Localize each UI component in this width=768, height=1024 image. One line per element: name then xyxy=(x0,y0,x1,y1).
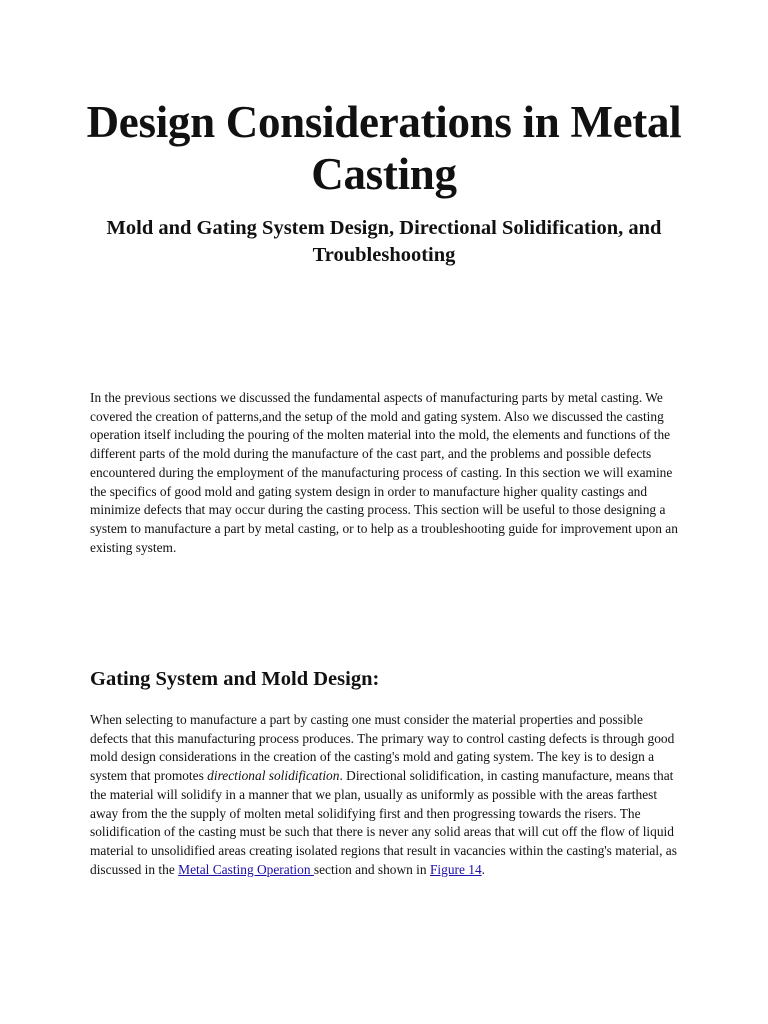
paragraph-text-part-4: . xyxy=(481,861,486,877)
metal-casting-operation-link[interactable]: Metal Casting Operation xyxy=(178,861,314,877)
paragraph-text-part-3: section and shown in xyxy=(313,861,430,877)
section-heading-gating-system: Gating System and Mold Design: xyxy=(90,668,380,690)
figure-14-link[interactable]: Figure 14 xyxy=(429,861,482,877)
paragraph-text-part-1: When selecting to manufacture a part by casting one must consider the material properties and possible defects that this manufacturing process produces. The primary way to control casting defects is through good mold design considerations in the creation of the casting's mold and gating system. The key is to design a system that promotes xyxy=(90,712,675,784)
page-title: Design Considerations in Metal Casting xyxy=(86,97,682,199)
intro-paragraph: In the previous sections we discussed the fundamental aspects of manufacturing parts by metal casting. We covered the creation of patterns,and the setup of the mold and gating system. Also we discussed the casting operation itself including the pouring of the molten material into the mold, the elements and functions of the different parts of the mold during the manufacture of the cast part, and the problems and possible defects encountered during the employment of the manufacturing process of casting. In this section we will examine the specifics of good mold and gating system design in order to manufacture higher quality castings and minimize defects that may occur during the casting process. This section will be useful to those designing a system to manufacture a part by metal casting, or to help as a troubleshooting guide for improvement upon an existing system. xyxy=(90,390,678,555)
page-subtitle: Mold and Gating System Design, Directional Solidification, and Troubleshooting xyxy=(106,217,662,266)
paragraph-text-part-2: . Directional solidification, in casting manufacture, means that the material will solidify in a manner that we plan, usually as uniformly as possible with the areas farthest away from the the supply of molten metal solidifying first and then progressing towards the risers. The solidification of the casting must be such that there is never any solid areas that will cut off the flow of liquid material to unsolidified areas creating isolated regions that result in vacancies within the casting's material, as discussed in the xyxy=(90,768,677,877)
gating-system-paragraph xyxy=(90,711,680,879)
directional-solidification-emphasis: directional solidification xyxy=(207,768,340,784)
